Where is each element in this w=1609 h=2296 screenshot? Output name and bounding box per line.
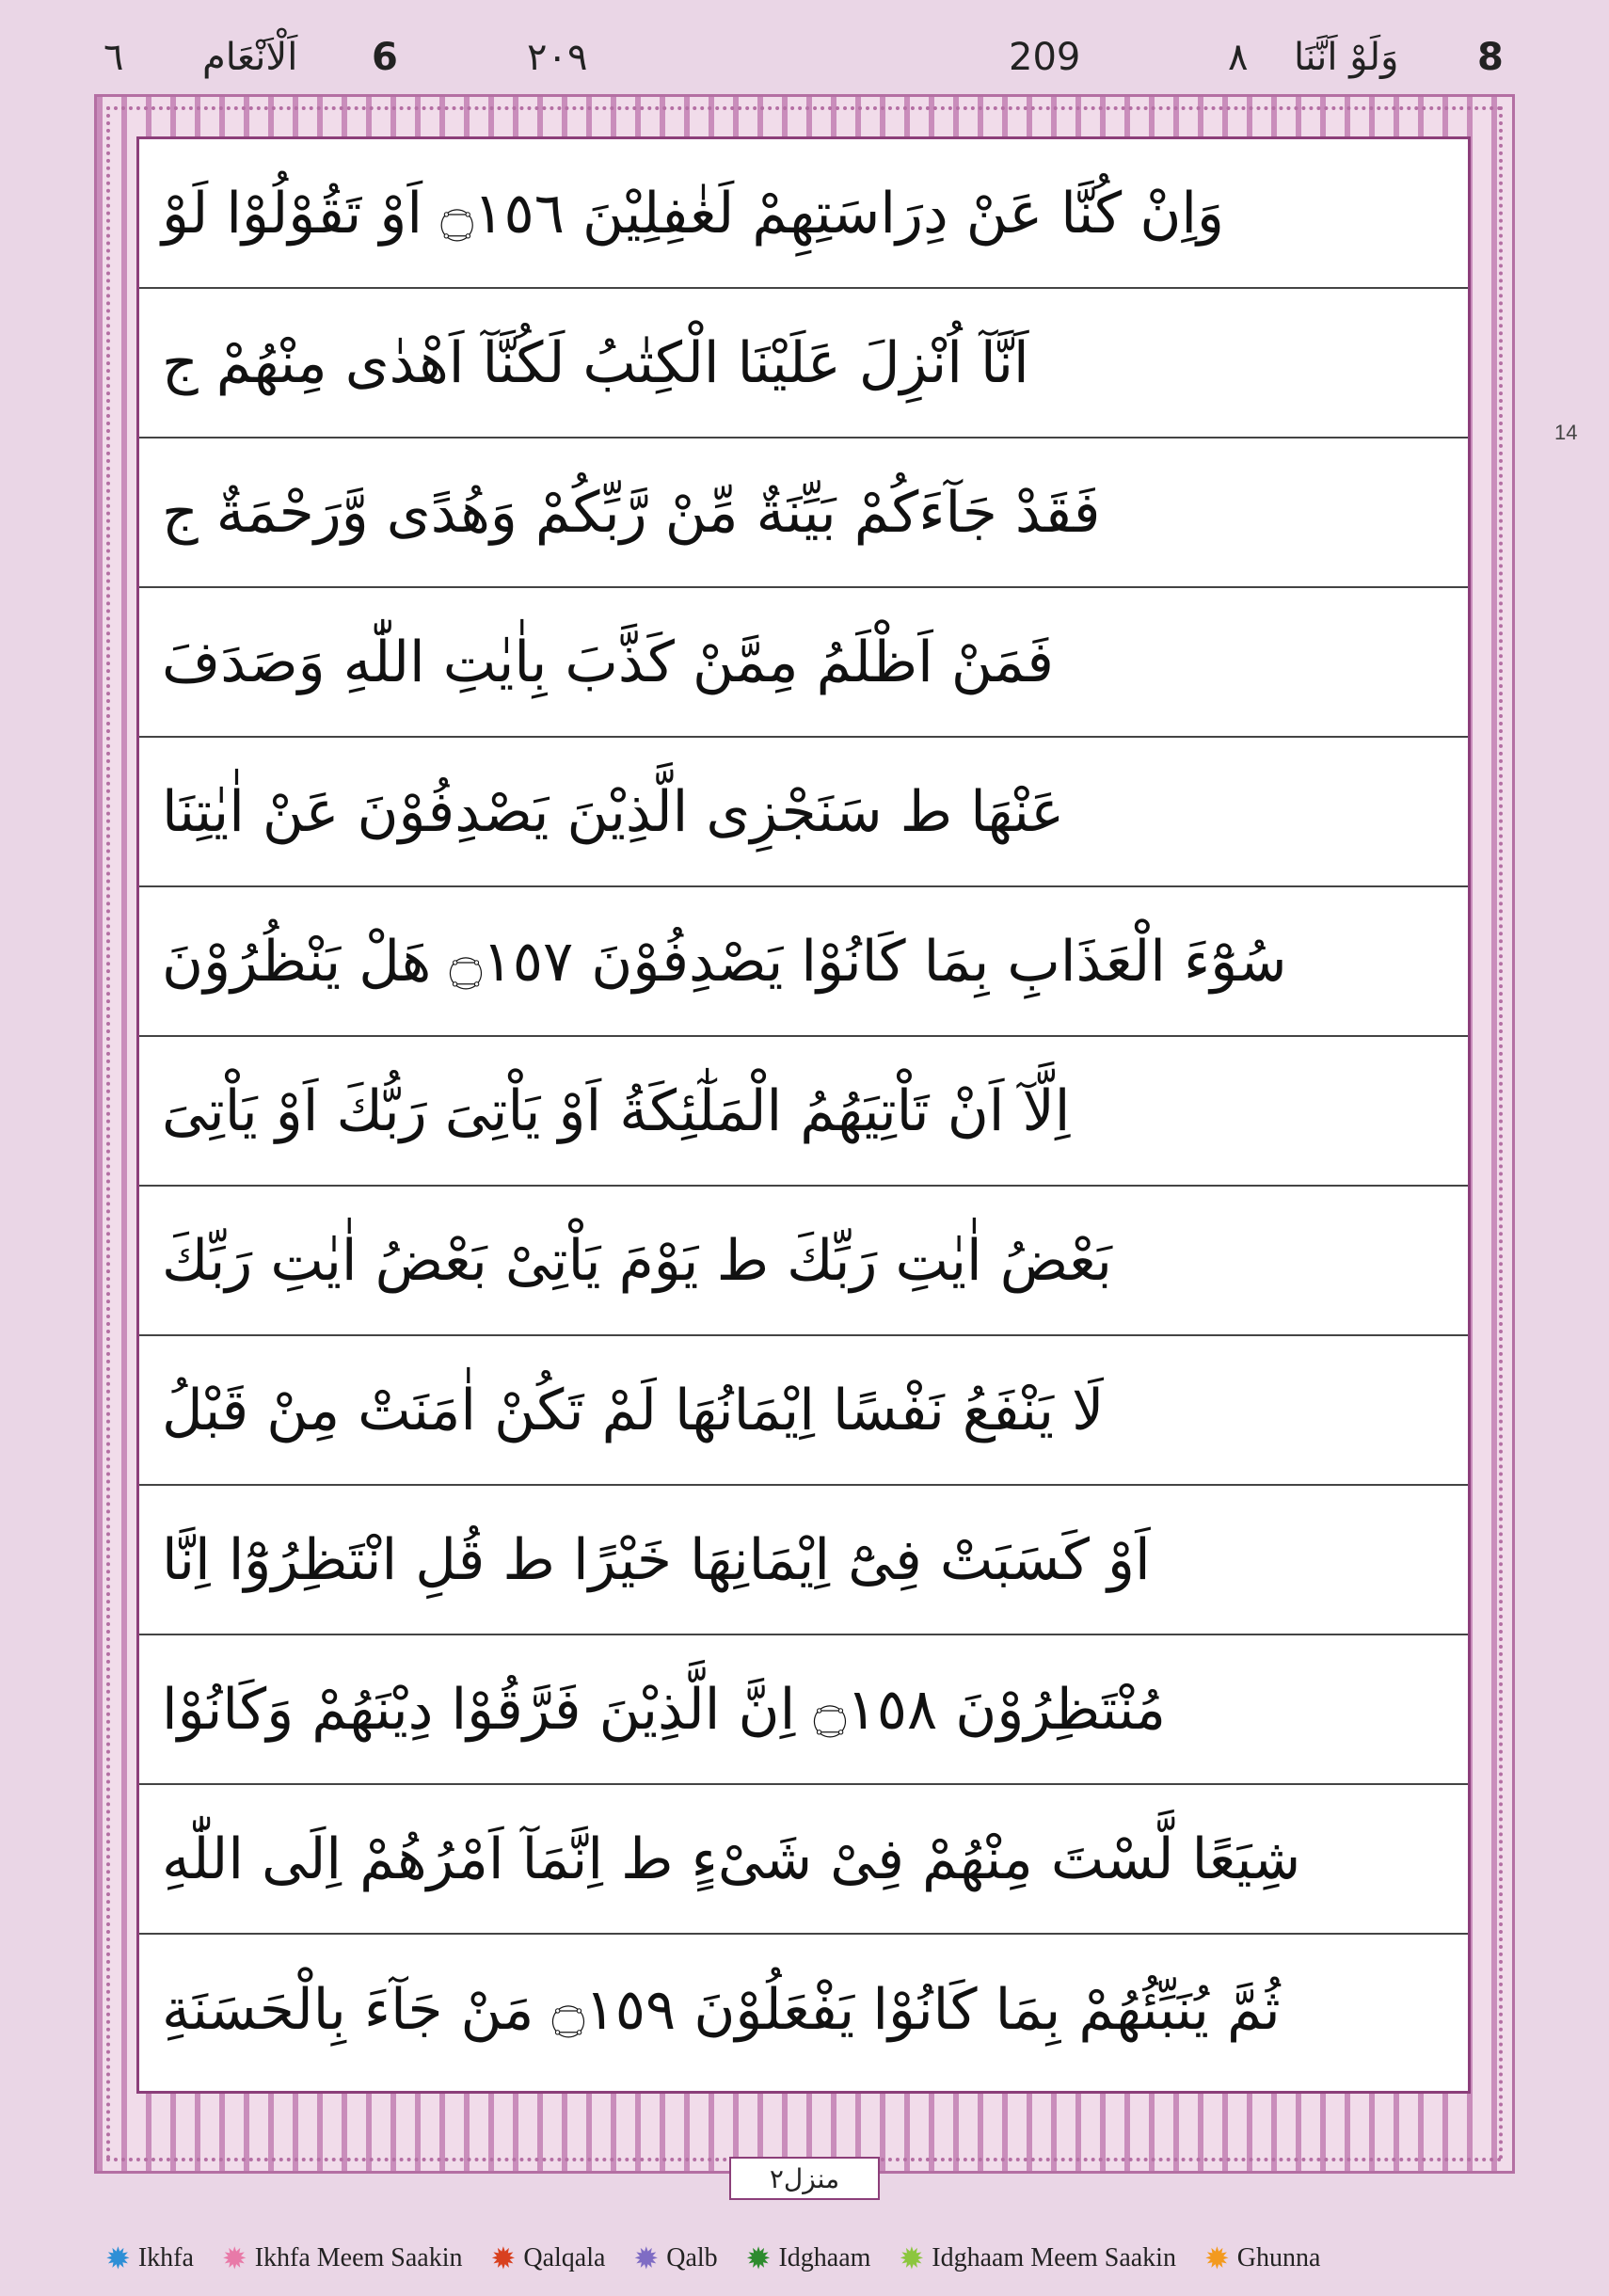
text-line: اَنَّآ اُنْزِلَ عَلَيْنَا الْكِتٰبُ لَكُنَّآ اَهْدٰى مِنْهُمْ ج — [139, 289, 1468, 438]
page-header — [0, 0, 1609, 94]
text-line: ثُمَّ يُنَبِّئُهُمْ بِمَا كَانُوْا يَفْعَلُوْنَ ۝١٥٩ مَنْ جَآءَ بِالْحَسَنَةِ — [162, 1976, 1281, 2043]
legend-item-qalqala — [491, 2243, 606, 2273]
star-icon: ✹ — [1203, 2241, 1230, 2275]
text-line: فَمَنْ اَظْلَمُ مِمَّنْ كَذَّبَ بِاٰيٰتِ اللّٰهِ وَصَدَفَ — [139, 588, 1468, 738]
star-icon: ✹ — [490, 2241, 517, 2275]
text-line: لَا يَنْفَعُ نَفْسًا اِيْمَانُهَا لَمْ تَكُنْ اٰمَنَتْ مِنْ قَبْلُ — [139, 1336, 1468, 1486]
text-line: فَقَدْ جَآءَكُمْ بَيِّنَةٌ مِّنْ رَّبِّكُمْ وَهُدًى وَّرَحْمَةٌ ج — [139, 438, 1468, 588]
legend-label: Qalqala — [523, 2243, 606, 2272]
text-area — [136, 136, 1471, 2094]
text-line: مُنْتَظِرُوْنَ ۝١٥٨ اِنَّ الَّذِيْنَ فَرَّقُوْا دِيْنَهُمْ وَكَانُوْا — [139, 1635, 1468, 1785]
legend-label: Ikhfa Meem Saakin — [254, 2243, 463, 2272]
text-line: بَعْضُ اٰيٰتِ رَبِّكَ ط يَوْمَ يَاْتِىْ بَعْضُ اٰيٰتِ رَبِّكَ — [139, 1187, 1468, 1336]
side-number: 14 — [1554, 421, 1578, 444]
legend-item-qalb — [633, 2243, 717, 2273]
star-icon: ✹ — [745, 2241, 772, 2275]
legend-label: Ikhfa — [137, 2243, 194, 2272]
text-line: شِيَعًا لَّسْتَ مِنْهُمْ فِىْ شَىْءٍ ط اِنَّمَآ اَمْرُهُمْ اِلَى اللّٰهِ — [139, 1785, 1468, 1935]
text-line: عَنْهَا ط سَنَجْزِى الَّذِيْنَ يَصْدِفُوْنَ عَنْ اٰيٰتِنَا — [139, 738, 1468, 887]
legend-item-ghunna — [1204, 2243, 1320, 2273]
legend-item-idghaam-meem-saakin — [899, 2243, 1176, 2273]
legend-item-ikhfa — [105, 2243, 194, 2273]
surah-number: 6 — [372, 36, 398, 79]
page-number: 209 — [1009, 36, 1081, 79]
star-icon: ✹ — [633, 2241, 660, 2275]
tajweed-legend — [105, 2240, 1517, 2277]
surah-number-arabic: ٦ — [104, 36, 124, 79]
star-icon: ✹ — [899, 2241, 925, 2275]
page-number-arabic: ٢٠٩ — [527, 36, 588, 79]
legend-label: Qalb — [666, 2243, 718, 2272]
text-line: سُوْٓءَ الْعَذَابِ بِمَا كَانُوْا يَصْدِفُوْنَ ۝١٥٧ هَلْ يَنْظُرُوْنَ — [139, 887, 1468, 1037]
para-name: وَلَوْ اَنَّنَا — [1294, 36, 1399, 79]
text-line: وَاِنْ كُنَّا عَنْ دِرَاسَتِهِمْ لَغٰفِلِيْنَ ۝١٥٦ اَوْ تَقُوْلُوْا لَوْ — [139, 139, 1468, 289]
legend-item-ikhfa-meem-saakin — [222, 2243, 463, 2273]
legend-item-idghaam — [746, 2243, 871, 2273]
text-line: اَوْ كَسَبَتْ فِىْٓ اِيْمَانِهَا خَيْرًا ط قُلِ انْتَظِرُوْٓا اِنَّا — [139, 1486, 1468, 1635]
legend-label: Idghaam — [778, 2243, 871, 2272]
para-number: 8 — [1477, 36, 1504, 79]
text-line: اِلَّآ اَنْ تَاْتِيَهُمُ الْمَلٰٓئِكَةُ اَوْ يَاْتِىَ رَبُّكَ اَوْ يَاْتِىَ — [139, 1037, 1468, 1187]
legend-label: Idghaam Meem Saakin — [932, 2243, 1176, 2272]
star-icon: ✹ — [105, 2241, 131, 2275]
legend-label: Ghunna — [1236, 2243, 1321, 2272]
para-number-arabic: ٨ — [1228, 36, 1249, 79]
manzil-label: منزل٢ — [729, 2157, 880, 2200]
surah-name: اَلْاَنْعَام — [202, 36, 298, 79]
star-icon: ✹ — [221, 2241, 247, 2275]
